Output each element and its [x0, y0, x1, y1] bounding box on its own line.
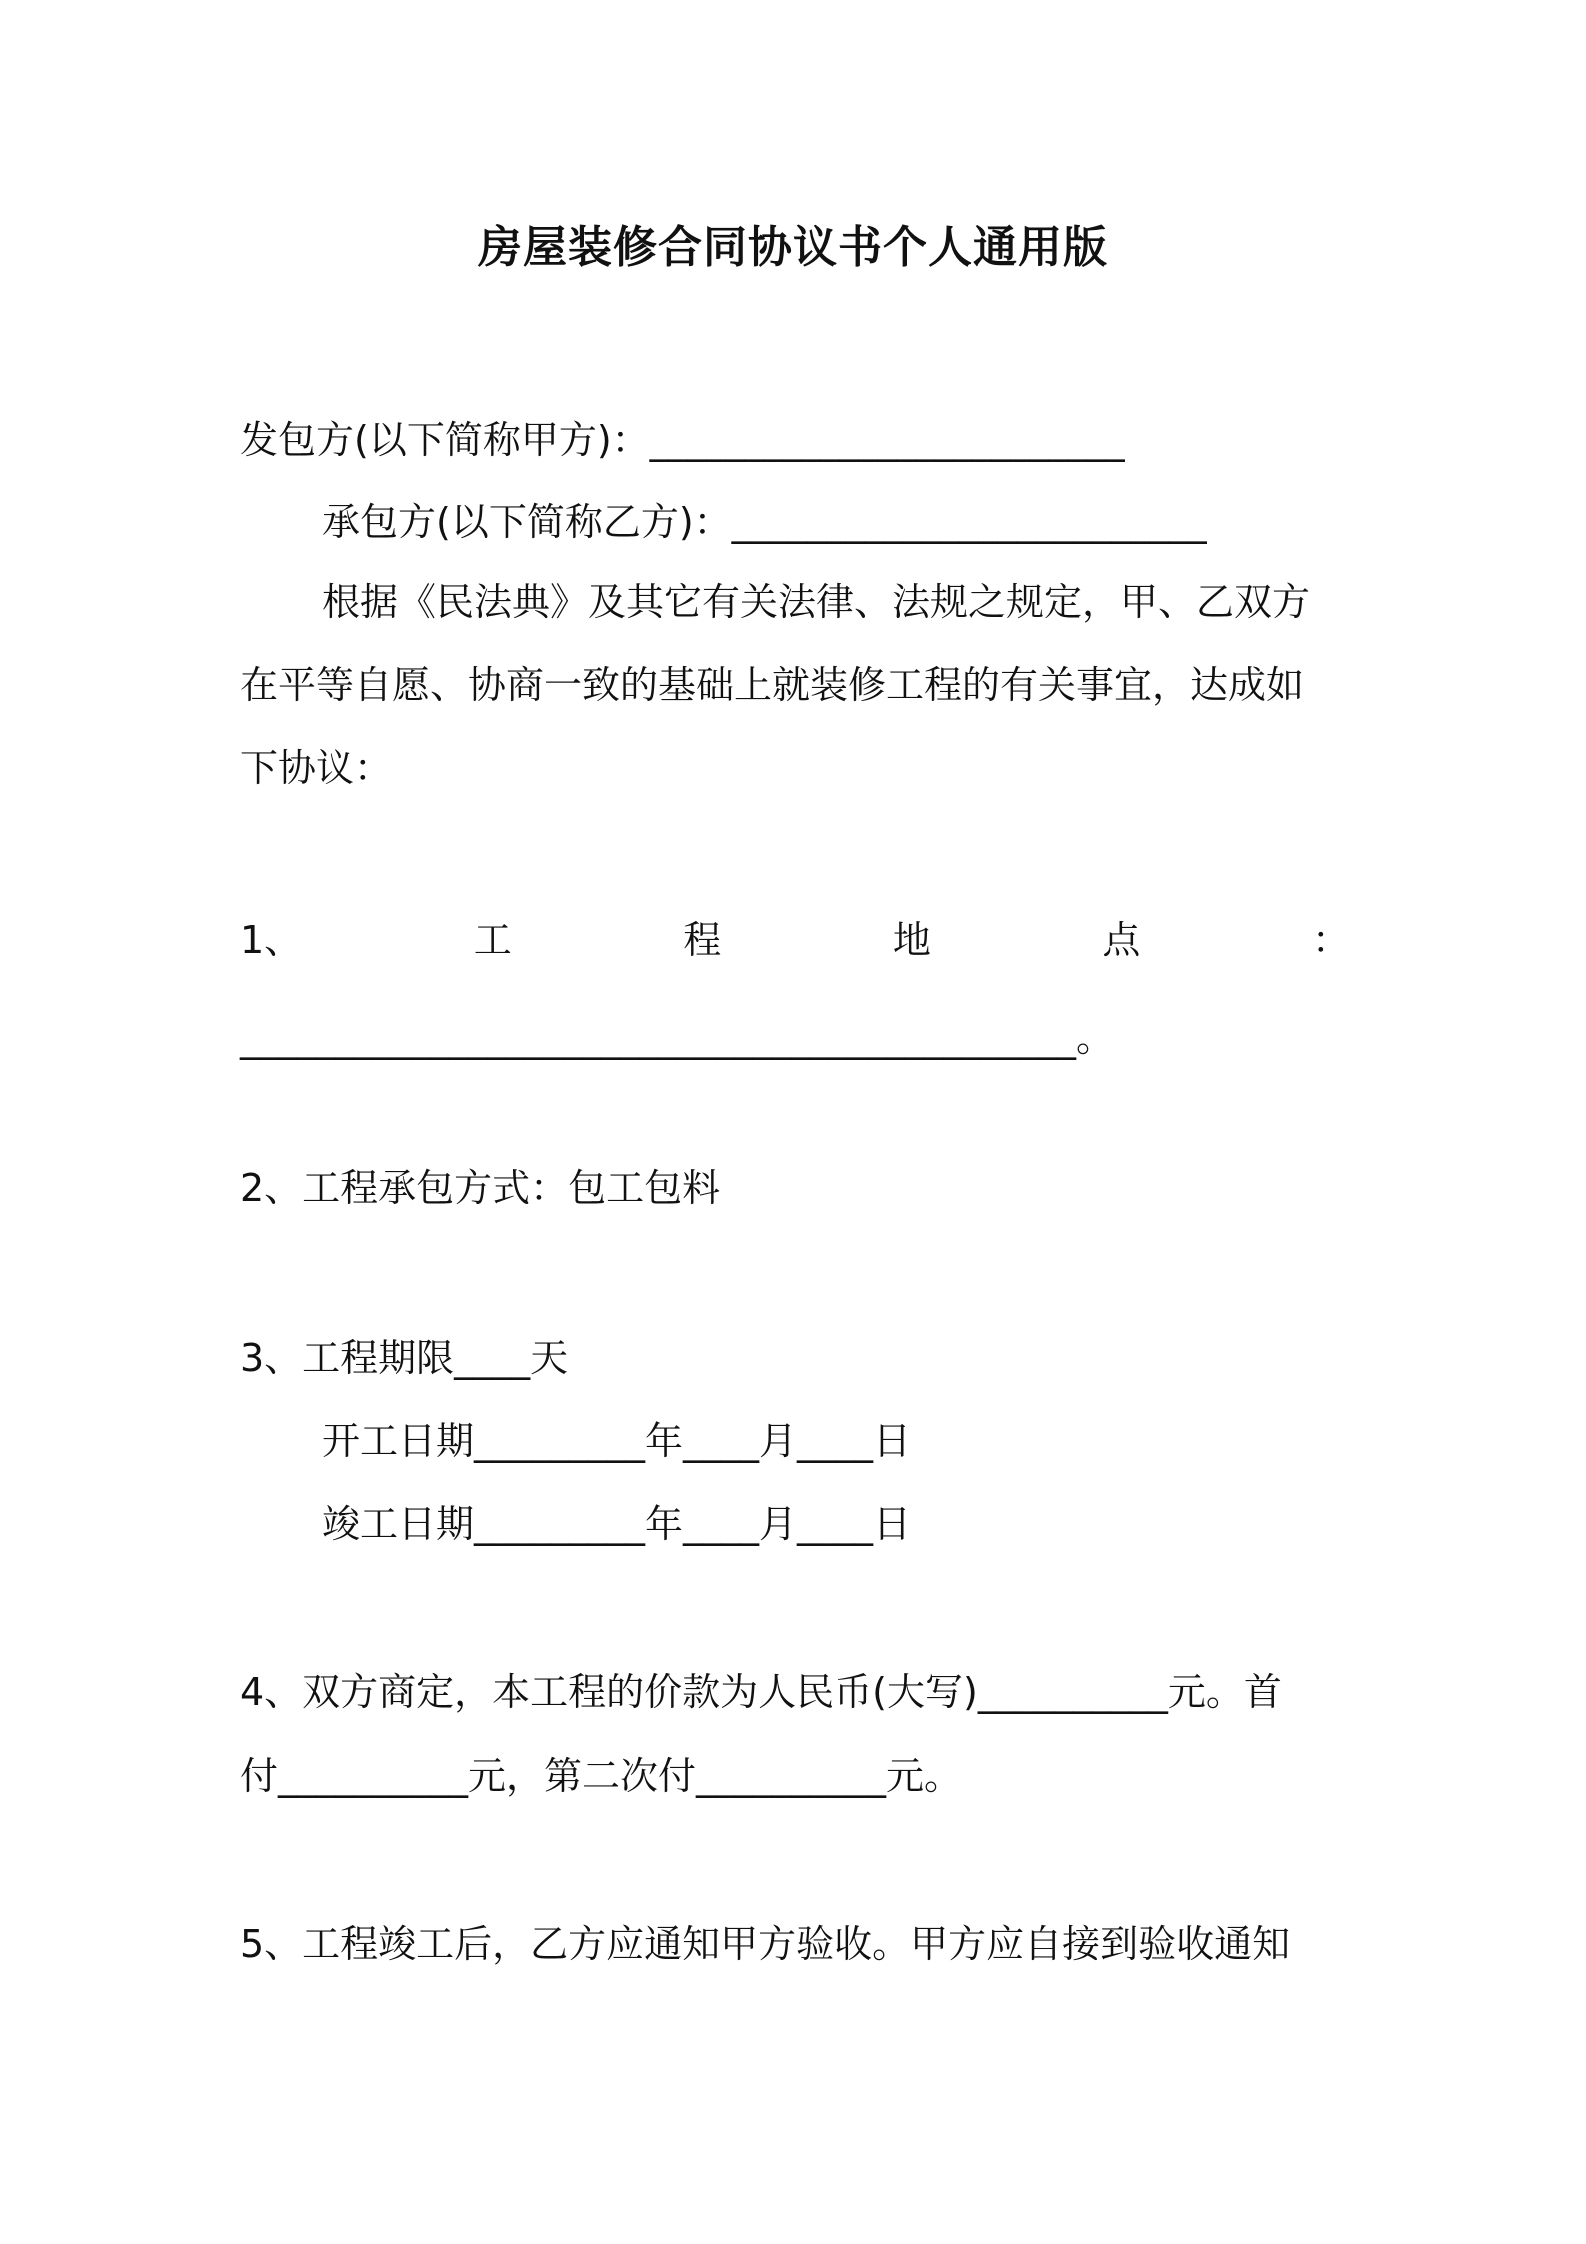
clause-4-line-1: 4、双方商定，本工程的价款为人民币(大写)__________元。首 [240, 1670, 1282, 1714]
clause-1-char-4: 点 [1102, 918, 1141, 962]
preamble-line-1: 根据《民法典》及其它有关法律、法规之规定，甲、乙双方 [322, 580, 1311, 624]
party-b-line: 承包方(以下简称乙方)：_________________________ [322, 500, 1207, 544]
clause-3-end-date: 竣工日期_________年____月____日 [322, 1502, 912, 1546]
clause-2: 2、工程承包方式：包工包料 [240, 1166, 721, 1210]
document-title: 房屋装修合同协议书个人通用版 [478, 222, 1108, 273]
clause-1-char-3: 地 [892, 918, 931, 962]
clause-1-char-1: 工 [473, 918, 512, 962]
clause-5-line-1: 5、工程竣工后，乙方应通知甲方验收。甲方应自接到验收通知 [240, 1922, 1291, 1966]
clause-3-start-date: 开工日期_________年____月____日 [322, 1419, 912, 1463]
clause-4-line-2: 付__________元，第二次付__________元。 [240, 1754, 963, 1798]
party-a-line: 发包方(以下简称甲方)：_________________________ [240, 418, 1125, 462]
preamble-line-2: 在平等自愿、协商一致的基础上就装修工程的有关事宜，达成如 [240, 663, 1305, 707]
clause-1-number: 1、 [240, 918, 303, 962]
clause-1-colon: ： [1311, 918, 1350, 962]
clause-1-char-2: 程 [683, 918, 722, 962]
clause-1-blank: ____________________________________________。 [240, 1016, 1115, 1060]
preamble-line-3: 下协议： [240, 746, 393, 790]
clause-3-period: 3、工程期限____天 [240, 1336, 569, 1380]
clause-1-heading [240, 912, 1350, 968]
